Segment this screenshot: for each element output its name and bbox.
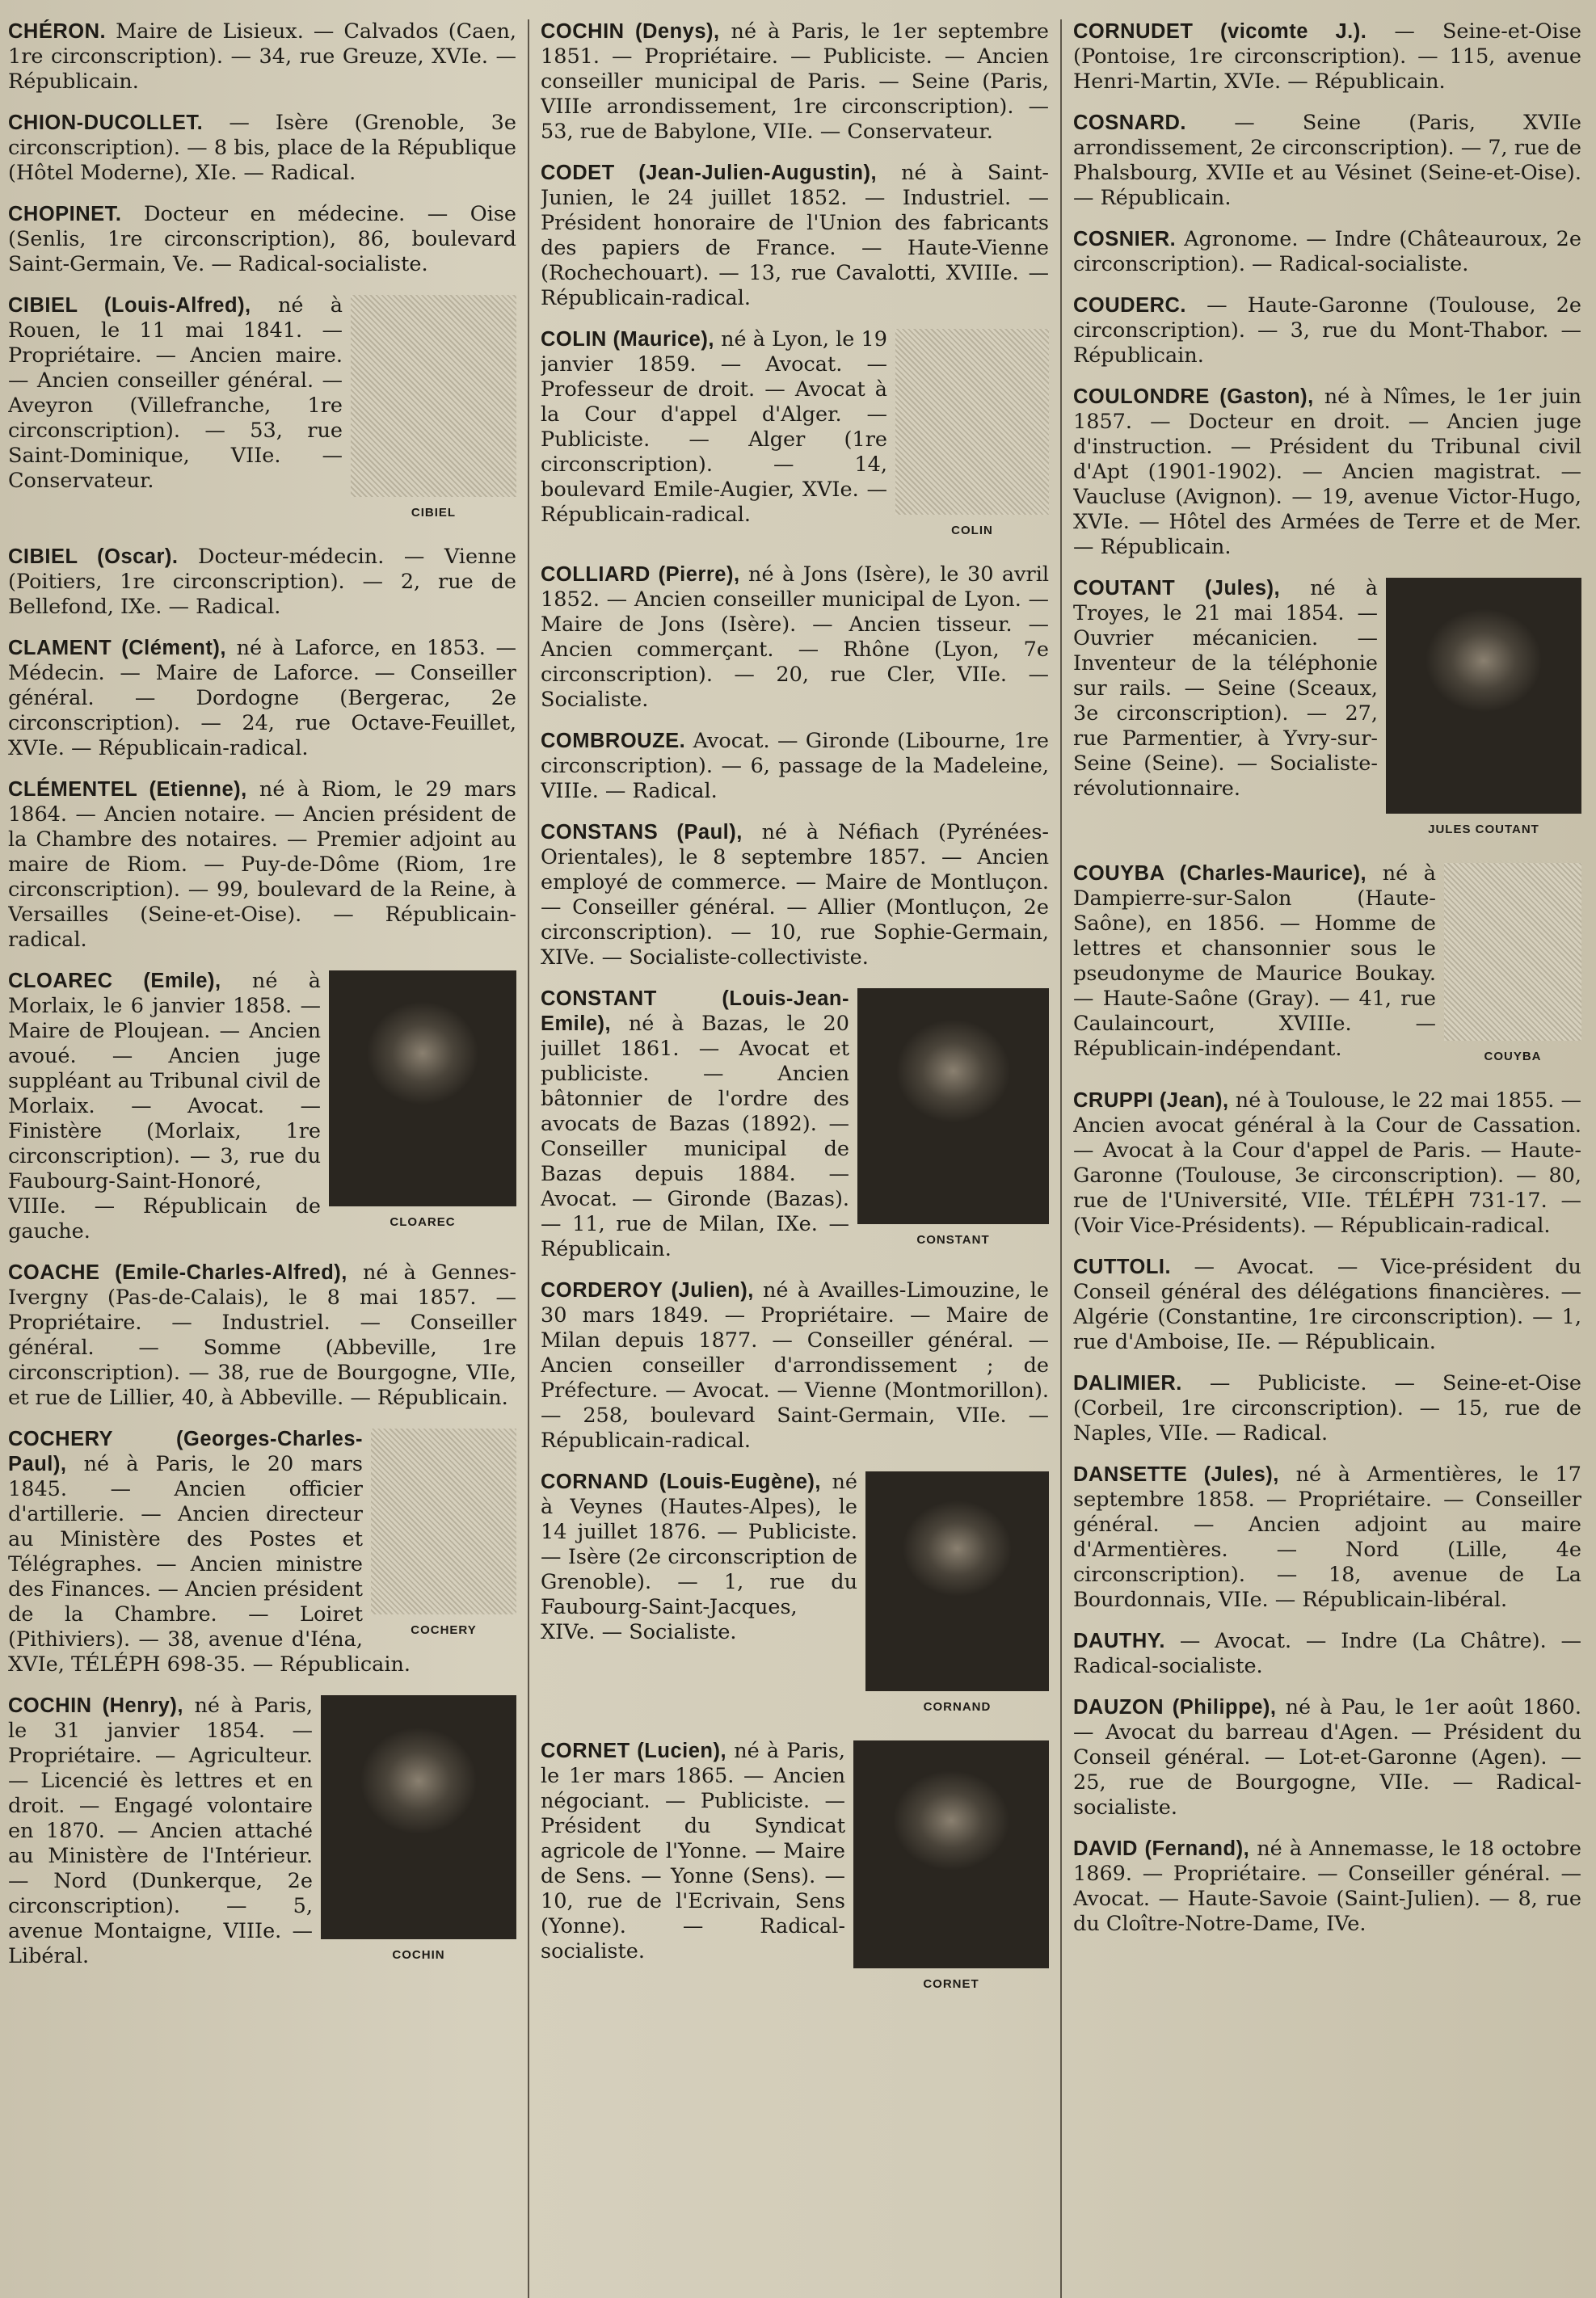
entry-text: — Publiciste. — Seine-et-Oise (Corbeil, 1re circonscription). — 15, rue de Naples, VIIe. — Radical. [1073,1371,1581,1446]
entry [8,545,516,620]
entry [8,19,516,95]
entry-text: né à Gennes-Ivergny (Pas-de-Calais), le 8 mai 1857. — Propriétaire. — Industriel. — Conseiller général. — Somme (Abbeville, 1re circonscription). — 38, rue de Bourgogne, VIIe, et rue de Lillier, 40, à Abbeville. — Républicain. [8,1261,516,1410]
portrait-caption: CIBIEL [411,506,457,520]
entry [8,293,516,528]
entry [541,1278,1049,1454]
entry-name: COLLIARD (Pierre), [541,563,740,586]
entry-name: COCHIN (Denys), [541,20,720,43]
portrait [371,1429,516,1643]
portrait-caption: CORNAND [923,1700,992,1714]
entry [541,820,1049,970]
entry-text: né à Annemasse, le 18 octobre 1869. — Propriétaire. — Conseiller général. — Avocat. — Haute-Savoie (Saint-Julien). — 8, rue du Cloître-Notre-Dame, IVe. [1073,1837,1581,1936]
entry-name: CONSTANS (Paul), [541,821,743,844]
entry-name: CHOPINET. [8,203,122,225]
portrait-caption: COCHIN [392,1948,445,1962]
portrait-caption: CONSTANT [916,1233,990,1247]
entry [541,987,1049,1262]
entry-name: CODET (Jean-Julien-Augustin), [541,162,878,184]
entry-name: CONSTANT (Louis-Jean-Emile), [541,987,849,1035]
column-3 [1060,19,1581,2298]
entry [8,202,516,277]
entry [1073,227,1581,277]
portrait [853,1740,1049,1997]
entry-name: COLIN (Maurice), [541,328,714,351]
entry [8,1427,516,1677]
portrait-caption: CORNET [923,1977,979,1991]
column-2 [528,19,1049,2298]
entry-text: né à Bazas, le 20 juillet 1861. — Avocat et publiciste. — Ancien bâtonnier de l'ordre des avocats de Bazas (1892). — Conseiller municipal de Bazas depuis 1884. — Avocat. — Gironde (Bazas). — 11, rue de Milan, IXe. — Républicain. [541,1012,850,1261]
entry-name: CORNUDET (vicomte J.). [1073,20,1367,43]
entry-name: DAVID (Fernand), [1073,1837,1250,1860]
entry-text: né à Néfiach (Pyrénées-Orientales), le 8 septembre 1857. — Ancien employé de commerce. — Maire de Montluçon. — Conseiller général. — Allier (Montluçon, 2e circonscription). — 10, rue Sophie-Germain, XIVe. — Socialiste-collectiviste. [541,820,1049,970]
entry [1073,293,1581,368]
entry-name: CORNET (Lucien), [541,1740,727,1762]
entry-text: né à Toulouse, le 22 mai 1855. — Ancien avocat général à la Cour de Cassation. — Avocat à la Cour d'appel de Paris. — Haute-Garonne (Toulouse, 3e circonscription). — 80, rue de l'Université, VIIe. TÉLÉPH 731-17. — (Voir Vice-Présidents). — Républicain-radical. [1073,1088,1581,1238]
entry [1073,19,1581,95]
entry [541,1470,1049,1723]
entry-name: CIBIEL (Oscar). [8,545,179,568]
entry-text: né à Jons (Isère), le 30 avril 1852. — Ancien conseiller municipal de Lyon. — Maire de Jons (Isère). — Ancien tisseur. — Ancien commerçant. — Rhône (Lyon, 7e circonscription). — 20, rue Cler, VIIe. — Socialiste. [541,562,1049,712]
entry-name: CHION-DUCOLLET. [8,112,204,134]
portrait [1386,578,1581,842]
entry-text: né à Paris, le 1er septembre 1851. — Propriétaire. — Publiciste. — Ancien conseiller municipal de Paris. — Seine (Paris, VIIIe arrondissement, 1re circonscription). — 53, rue de Babylone, VIIe. — Conservateur. [541,19,1049,144]
portrait-image [865,1471,1049,1691]
portrait-caption: CLOAREC [390,1215,456,1229]
entry-text: né à Paris, le 20 mars 1845. — Ancien officier d'artillerie. — Ancien directeur au Ministère des Postes et Télégraphes. — Ancien ministre des Finances. — Ancien président de la Chambre. — Loiret (Pithiviers). — 38, avenue d'Iéna, XVIe, TÉLÉPH 698-35. — Républicain. [8,1452,411,1677]
entry [1073,576,1581,845]
entry-text: Docteur-médecin. — Vienne (Poitiers, 1re circonscription). — 2, rue de Bellefond, IXe. — Radical. [8,545,516,619]
portrait-image [857,988,1049,1224]
entry [1073,1837,1581,1937]
entry-name: COCHERY (Georges-Charles-Paul), [8,1428,363,1475]
entry-text: — Avocat. — Vice-président du Conseil général des délégations financières. — Algérie (Constantine, 1re circonscription). — 1, rue d'Amboise, IIe. — Républicain. [1073,1255,1581,1354]
portrait [329,970,516,1235]
portrait-caption: COCHERY [411,1623,477,1637]
entry [8,1261,516,1411]
portrait-image [321,1695,516,1939]
entry [1073,1695,1581,1820]
entry-text: né à Morlaix, le 6 janvier 1858. — Maire de Ploujean. — Ancien avoué. — Ancien juge suppléant au Tribunal civil de Morlaix. — Avocat. — Finistère (Morlaix, 1re circonscription). — 3, rue du Faubourg-Saint-Honoré, VIIIe. — Républicain de gauche. [8,969,321,1244]
portrait-caption: JULES COUTANT [1428,823,1539,836]
entry [541,327,1049,546]
portrait [895,329,1049,543]
entry [1073,111,1581,211]
entry [541,161,1049,311]
entry-text: né à Armentières, le 17 septembre 1858. — Propriétaire. — Conseiller général. — Ancien adjoint au maire d'Armentières. — Nord (Lille, 4e circonscription). — 18, avenue de La Bourdonnais, VIIe. — Républicain-libéral. [1073,1463,1581,1612]
portrait-image [371,1429,516,1614]
entry-text: — Isère (Grenoble, 3e circonscription). — 8 bis, place de la République (Hôtel Moderne), XIe. — Radical. [8,111,516,185]
entry-name: COACHE (Emile-Charles-Alfred), [8,1261,347,1284]
entry-text: né à Paris, le 31 janvier 1854. — Propriétaire. — Agriculteur. — Licencié ès lettres et en droit. — Engagé volontaire en 1870. — Ancien attaché au Ministère de l'Intérieur. — Nord (Dunkerque, 2e circonscription). — 5, avenue Montaigne, VIIIe. — Libéral. [8,1694,313,1968]
entry-name: COSNARD. [1073,112,1187,134]
portrait-image [329,970,516,1206]
entry-text: né à Veynes (Hautes-Alpes), le 14 juillet 1876. — Publiciste. — Isère (2e circonscription de Grenoble). — 1, rue du Faubourg-Saint-Jacques, XIVe. — Socialiste. [541,1470,857,1644]
entry-name: COSNIER. [1073,228,1177,250]
entry-text: Avocat. — Gironde (Libourne, 1re circonscription). — 6, passage de la Madeleine, VIIIe. — Radical. [541,729,1049,803]
portrait [321,1695,516,1968]
entry-name: COULONDRE (Gaston), [1073,385,1314,408]
entry [8,636,516,761]
portrait-image [1386,578,1581,814]
entry-text: né à Saint-Junien, le 24 juillet 1852. — Industriel. — Président honoraire de l'Union des fabricants des papiers de France. — Haute-Vienne (Rochechouart). — 13, rue Cavalotti, XVIIIe. — Républicain-radical. [541,161,1049,310]
entry [541,19,1049,145]
portrait [865,1471,1049,1719]
entry-text: né à Laforce, en 1853. — Médecin. — Maire de Laforce. — Conseiller général. — Dordogne (Bergerac, 2e circonscription). — 24, rue Octave-Feuillet, XVIe. — Républicain-radical. [8,636,516,760]
portrait-image [853,1740,1049,1968]
entry [8,111,516,186]
entry-name: CLOAREC (Emile), [8,970,221,992]
entry-text: né à Lyon, le 19 janvier 1859. — Avocat. — Professeur de droit. — Avocat à la Cour d'appel d'Alger. — Publiciste. — Alger (1re circonscription). — 14, boulevard Emile-Augier, XVIe. — Républicain-radical. [541,327,887,527]
entry-text: né à Pau, le 1er août 1860. — Avocat du barreau d'Agen. — Président du Conseil général. — Lot-et-Garonne (Agen). — 25, rue de Bourgogne, VIIe. — Radical-socialiste. [1073,1695,1581,1820]
entry [541,1739,1049,2000]
entry-text: Maire de Lisieux. — Calvados (Caen, 1re circonscription). — 34, rue Greuze, XVIe. — Républicain. [8,19,516,94]
entry-name: DALIMIER. [1073,1372,1182,1395]
column-1 [8,19,516,2298]
portrait-caption: COLIN [951,524,993,537]
entry-name: DAUTHY. [1073,1630,1166,1652]
entry-name: CHÉRON. [8,20,107,43]
entry [1073,1255,1581,1355]
entry-name: CORDEROY (Julien), [541,1279,754,1302]
entry-text: Docteur en médecine. — Oise (Senlis, 1re circonscription), 86, boulevard Saint-Germain, Ve. — Radical-socialiste. [8,202,516,276]
entry-text: né à Dampierre-sur-Salon (Haute-Saône), en 1856. — Homme de lettres et chansonnier sous le pseudonyme de Maurice Boukay. — Haute-Saône (Gray). — 41, rue Caulaincourt, XVIIIe. — Républicain-indépendant. [1073,861,1437,1061]
entry-name: CORNAND (Louis-Eugène), [541,1471,821,1493]
entry-name: COUYBA (Charles-Maurice), [1073,862,1367,885]
portrait-caption: COUYBA [1484,1050,1542,1063]
portrait [351,295,516,525]
entry-name: CUTTOLI. [1073,1256,1172,1278]
entry-text: — Seine-et-Oise (Pontoise, 1re circonscription). — 115, avenue Henri-Martin, XVIe. — Républicain. [1073,19,1581,94]
entry-name: COUTANT (Jules), [1073,577,1281,600]
entry [541,729,1049,804]
portrait [857,988,1049,1252]
portrait [1444,863,1581,1069]
portrait-image [351,295,516,497]
entry-name: CLÉMENTEL (Etienne), [8,778,247,801]
entry-name: COCHIN (Henry), [8,1694,183,1717]
entry [1073,861,1581,1072]
entry [541,562,1049,713]
entry [8,1694,516,1971]
entry-text: né à Availles-Limouzine, le 30 mars 1849. — Propriétaire. — Maire de Milan depuis 1877. — Conseiller général. — Ancien conseiller d'arrondissement ; de Préfecture. — Avocat. — Vienne (Montmorillon). — 258, boulevard Saint-Germain, VIIe. — Républicain-radical. [541,1278,1049,1453]
entry-name: CRUPPI (Jean), [1073,1089,1229,1112]
portrait-image [895,329,1049,515]
entry [1073,1371,1581,1446]
entry-text: né à Rouen, le 11 mai 1841. — Propriétaire. — Ancien maire. — Ancien conseiller général. — Aveyron (Villefranche, 1re circonscription). — 53, rue Saint-Dominique, VIIe. — Conservateur. [8,293,343,493]
entry-text: — Avocat. — Indre (La Châtre). — Radical-socialiste. [1073,1629,1581,1678]
entry-text: né à Paris, le 1er mars 1865. — Ancien négociant. — Publiciste. — Président du Syndicat agricole de l'Yonne. — Maire de Sens. — Yonne (Sens). — 10, rue de l'Ecrivain, Sens (Yonne). — Radical-socialiste. [541,1739,846,1963]
entry-name: CIBIEL (Louis-Alfred), [8,294,251,317]
entry [1073,1463,1581,1613]
entry-text: Agronome. — Indre (Châteauroux, 2e circonscription). — Radical-socialiste. [1073,227,1581,276]
entry-text: — Haute-Garonne (Toulouse, 2e circonscription). — 3, rue du Mont-Thabor. — Républicain. [1073,293,1581,368]
entry [1073,385,1581,560]
entry [1073,1629,1581,1679]
entry-text: né à Riom, le 29 mars 1864. — Ancien notaire. — Ancien président de la Chambre des notaires. — Premier adjoint au maire de Riom. — Puy-de-Dôme (Riom, 1re circonscription). — 99, boulevard de la Reine, à Versailles (Seine-et-Oise). — Républicain-radical. [8,777,516,952]
entry-text: né à Troyes, le 21 mai 1854. — Ouvrier mécanicien. — Inventeur de la téléphonie sur rails. — Seine (Sceaux, 3e circonscription). — 27, rue Parmentier, à Yvry-sur-Seine (Seine). — Socialiste-révolutionnaire. [1073,576,1379,801]
entry [8,777,516,953]
portrait-image [1444,863,1581,1041]
entry [1073,1088,1581,1239]
entry-text: — Seine (Paris, XVIIe arrondissement, 2e circonscription). — 7, rue de Phalsbourg, XVIIe et au Vésinet (Seine-et-Oise). — Républicain. [1073,111,1581,210]
entry-text: né à Nîmes, le 1er juin 1857. — Docteur en droit. — Ancien juge d'instruction. — Président du Tribunal civil d'Apt (1901-1902). — Ancien magistrat. — Vaucluse (Avignon). — 19, avenue Victor-Hugo, XVIe. — Hôtel des Armées de Terre et de Mer. — Républicain. [1073,385,1581,559]
entry-name: DANSETTE (Jules), [1073,1463,1279,1486]
entry-name: CLAMENT (Clément), [8,637,226,659]
entry-name: COUDERC. [1073,294,1187,317]
entry [8,969,516,1244]
entry-name: DAUZON (Philippe), [1073,1696,1277,1719]
entry-name: COMBROUZE. [541,730,686,752]
